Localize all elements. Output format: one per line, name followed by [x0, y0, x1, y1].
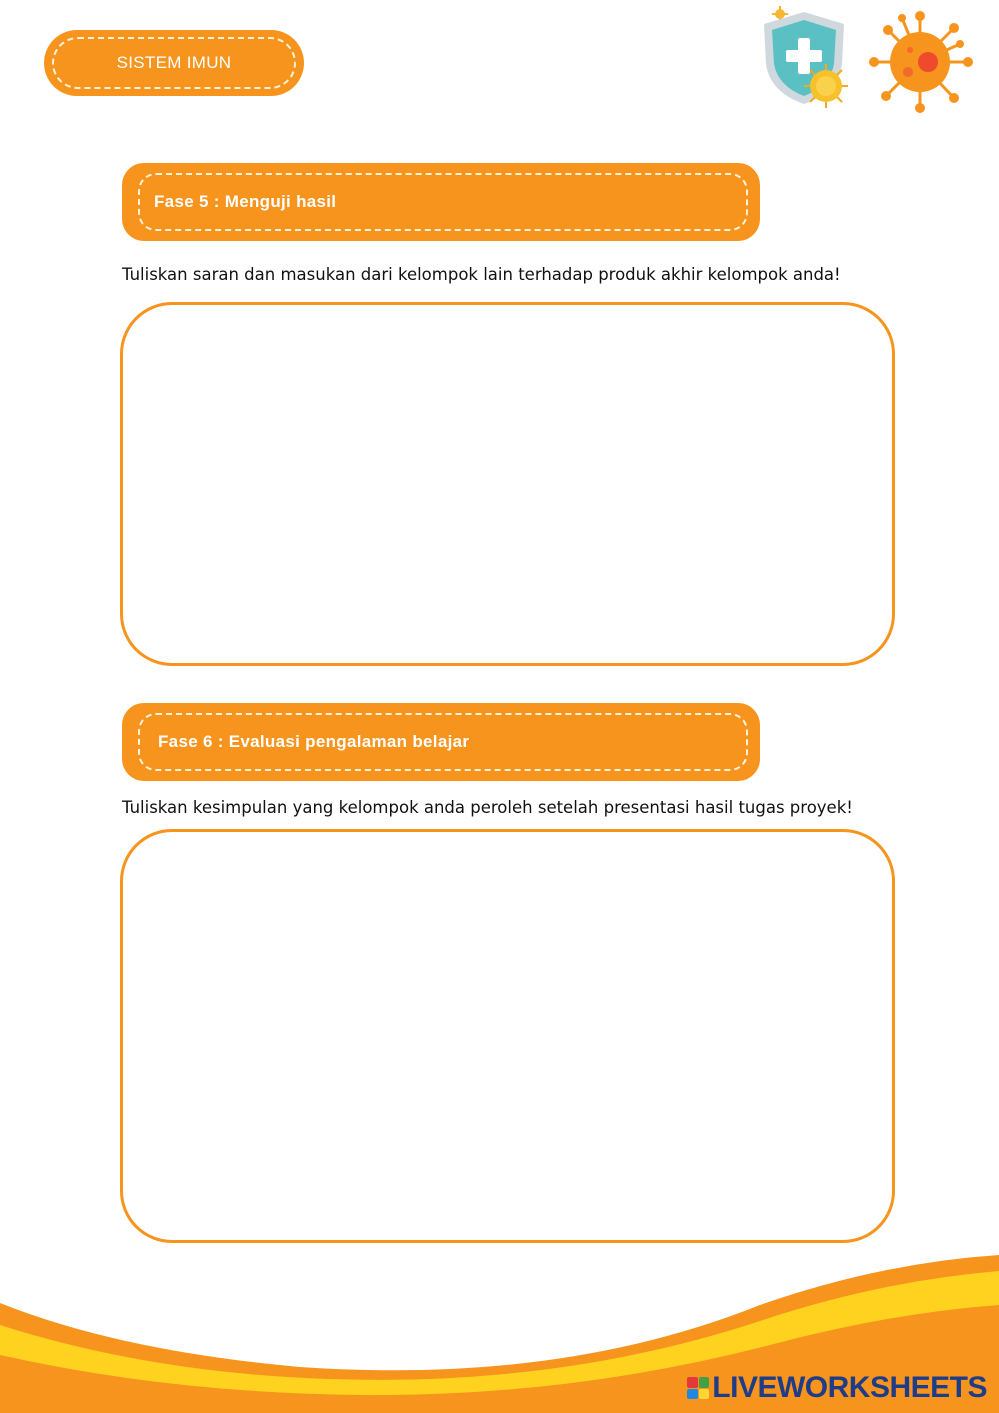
logo-mark-icon	[687, 1377, 709, 1399]
logo-text: LIVEWORKSHEETS	[712, 1371, 987, 1404]
shield-cross-icon	[752, 4, 856, 108]
title-tag	[44, 30, 304, 96]
liveworksheets-logo[interactable]	[687, 1371, 987, 1405]
phase-5-header	[122, 163, 760, 241]
phase-6-label: Fase 6 : Evaluasi pengalaman belajar	[158, 732, 470, 751]
phase-6-instruction: Tuliskan kesimpulan yang kelompok anda peroleh setelah presentasi hasil tugas proyek!	[122, 798, 853, 817]
phase-6-header	[122, 703, 760, 781]
title-tag-label: SISTEM IMUN	[116, 53, 232, 72]
phase-5-instruction: Tuliskan saran dan masukan dari kelompok lain terhadap produk akhir kelompok anda!	[122, 265, 841, 284]
virus-icon	[864, 10, 976, 114]
phase-6-answer-box[interactable]	[120, 829, 895, 1243]
phase-5-answer-box[interactable]	[120, 302, 895, 666]
phase-5-label: Fase 5 : Menguji hasil	[154, 192, 337, 211]
